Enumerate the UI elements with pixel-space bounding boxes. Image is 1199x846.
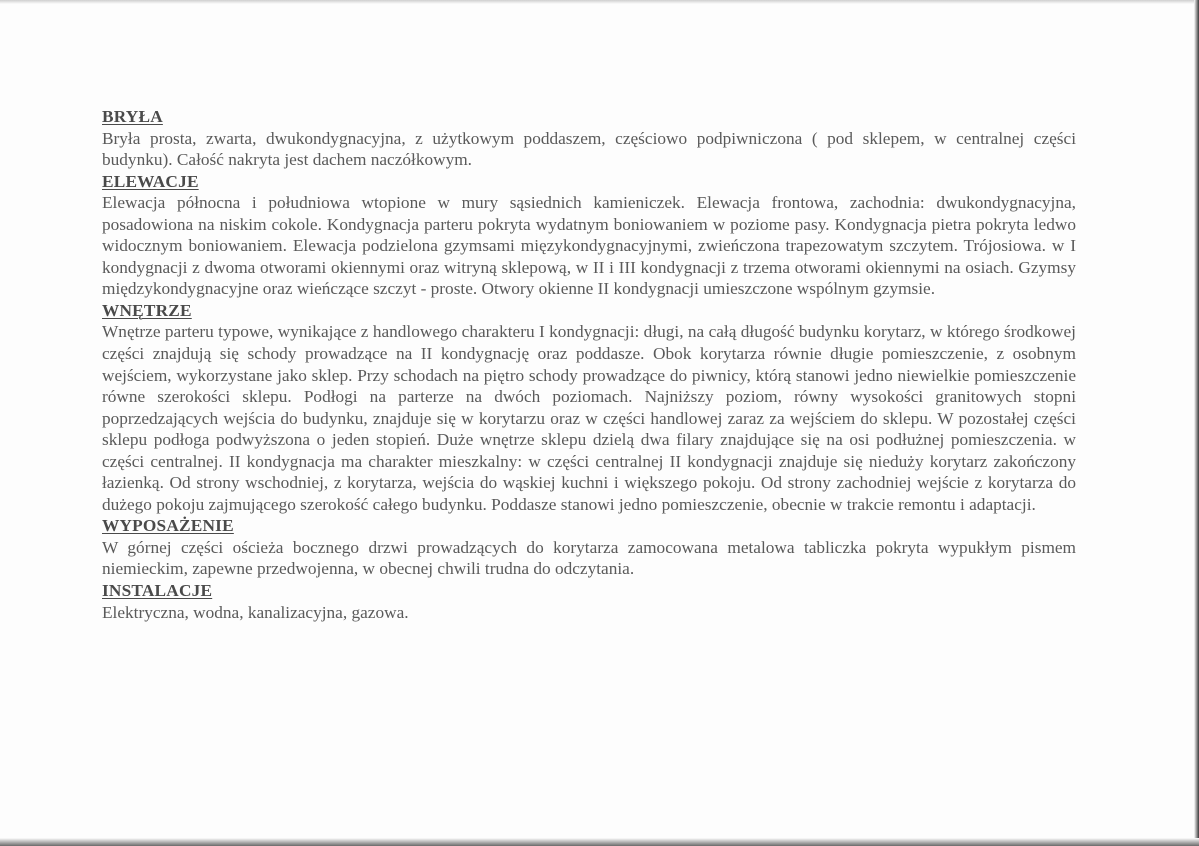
scan-top-edge (0, 0, 1199, 4)
scan-right-edge (1194, 0, 1199, 846)
section-heading: BRYŁA (102, 107, 163, 126)
section-heading: WYPOSAŻENIE (102, 516, 234, 536)
section-heading: INSTALACJE (102, 581, 213, 601)
section-paragraph: Wnętrze parteru typowe, wynikające z handlowego charakteru I kondygnacji: długi, na całą długość budynku korytarz, w którego środkowej części znajdują się schody prowadzące na II kondygnację oraz poddasze. Obok korytarza równie długie pomieszczenie, z osobnym wejściem, wykorzystane jako sklep. Przy schodach na piętro schody prowadzące do piwnicy, którą stanowi jedno niewielkie pomieszczenie równe szerokości sklepu. Podłogi na parterze na dwóch poziomach. Najniższy poziom, równy wysokości granitowych stopni poprzedzających wejścia do budynku, znajduje się w korytarzu oraz w części handlowej zaraz za wejściem do sklepu. W pozostałej części sklepu podłoga podwyższona o jeden stopień. Duże wnętrze sklepu dzielą dwa filary znajdujące się na osi podłużnej pomieszczenia. w części centralnej. II kondygnacja ma charakter mieszkalny: w części centralnej II kondygnacji znajduje się nieduży korytarz zakończony łazienką. Od strony wschodniej, z korytarza, wejścia do wąskiej kuchni i większego pokoju. Od strony zachodniej wejście z korytarza do dużego pokoju zajmującego szerokość całego budynku. Poddasze stanowi jedno pomieszczenie, obecnie w trakcie remontu i adaptacji. (102, 322, 1076, 514)
section-wnetrze (102, 300, 1076, 515)
section-heading: ELEWACJE (102, 171, 199, 191)
document-body (102, 106, 1076, 623)
section-paragraph: Elewacja północna i południowa wtopione w mury sąsiednich kamieniczek. Elewacja frontowa, zachodnia: dwukondygnacyjna, posadowiona na niskim cokole. Kondygnacja parteru pokryta wydatnym boniowaniem w poziome pasy. Kondygnacja pietra pokryta ledwo widocznym boniowaniem. Elewacja podzielona gzymsami mięzykondygnacyjnymi, zwieńczona trapezowatym szczytem. Trójosiowa. w I kondygnacji z dwoma otworami okiennymi oraz witryną sklepową, w II i III kondygnacji z trzema otworami okiennymi na osiach. Gzymsy międzykondygnacyjne oraz wieńczące szczyt - proste. Otwory okienne II kondygnacji umieszczone wspólnym gzymsie. (102, 193, 1076, 299)
section-bryla (102, 106, 1076, 171)
section-instalacje (102, 580, 1076, 623)
section-wyposazenie (102, 515, 1076, 580)
scan-bottom-edge (0, 838, 1199, 846)
section-heading: WNĘTRZE (102, 300, 192, 320)
section-elewacje (102, 171, 1076, 300)
section-paragraph: W górnej części ościeża bocznego drzwi prowadzących do korytarza zamocowana metalowa tabliczka pokryta wypukłym pismem niemieckim, zapewne przedwojenna, w obecnej chwili trudna do odczytania. (102, 537, 1076, 579)
section-paragraph: Bryła prosta, zwarta, dwukondygnacyjna, z użytkowym poddaszem, częściowo podpiwniczona ( pod sklepem, w centralnej części budynku). Całość nakryta jest dachem naczółkowym. (102, 128, 1076, 170)
section-paragraph: Elektryczna, wodna, kanalizacyjna, gazowa. (102, 602, 409, 622)
